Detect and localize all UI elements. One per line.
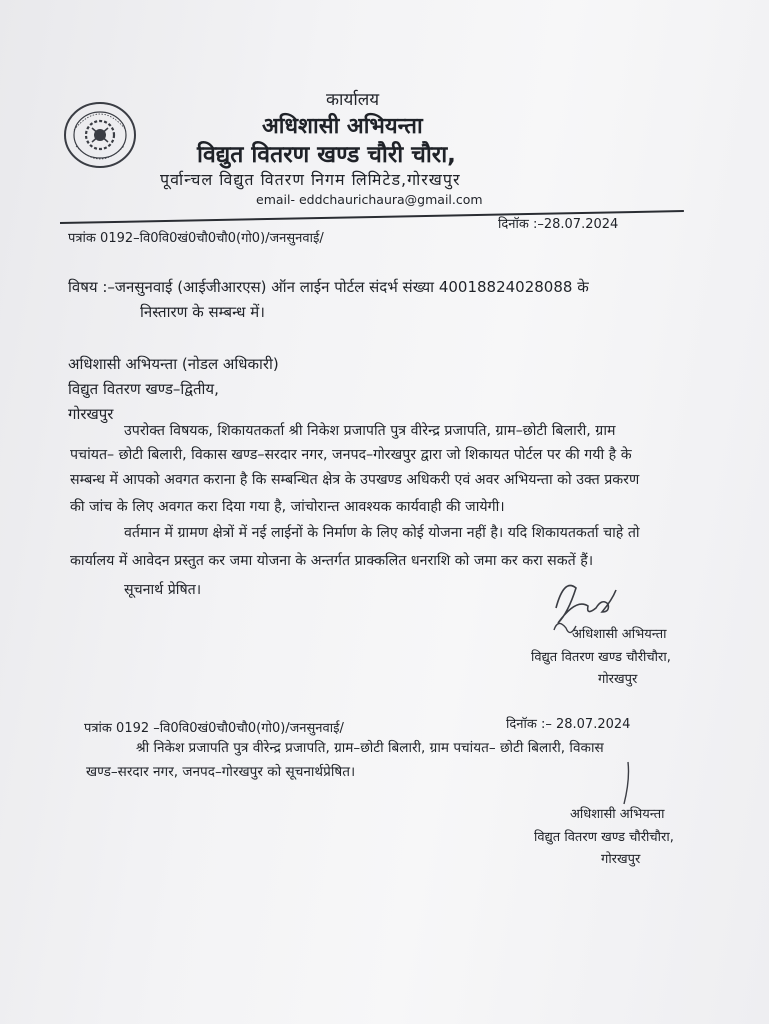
company-name: पूर्वान्चल विद्युत वितरण निगम लिमिटेड,गोरखपुर <box>160 170 461 189</box>
division-heading: विद्युत वितरण खण्ड चौरी चौरा, <box>197 142 456 168</box>
copy-to-line-1: श्री निकेश प्रजापति पुत्र वीरेन्द्र प्रजापति, ग्राम–छोटी बिलारी, ग्राम पचांयत– छोटी बिलारी, विकास <box>136 740 604 756</box>
office-heading: कार्यालय <box>326 90 380 110</box>
company-seal-logo <box>62 100 138 170</box>
subject-line-1: विषय :–जनसुनवाई (आईजीआरएस) ऑन लाईन पोर्टल संदर्भ संख्या 40018824028088 के <box>68 278 589 296</box>
body-paragraph-2-line-2: कार्यालय में आवेदन प्रस्तुत कर जमा योजना के अन्तर्गत प्राक्कलित धनराशि को जमा कर करा सकतें हैं। <box>70 553 594 569</box>
body-paragraph-1-line-4: की जांच के लिए अवगत करा दिया गया है, जांचोरान्त आवश्यक कार्यवाही की जायेगी। <box>70 499 505 515</box>
addressee-line-3: गोरखपुर <box>68 405 114 423</box>
signatory-1-designation: अधिशासी अभियन्ता <box>572 627 667 642</box>
office-email: email- eddchaurichaura@gmail.com <box>256 192 483 207</box>
body-paragraph-1-line-2: पचांयत– छोटी बिलारी, विकास खण्ड–सरदार नगर, जनपद–गोरखपुर द्वारा जो शिकायत पोर्टल पर की गयी है के <box>70 447 632 463</box>
copy-reference-number: पत्रांक 0192 –वि0वि0खं0चौ0चौ0(गो0)/जनसुनवाई/ <box>84 721 344 736</box>
copy-date: दिनॉक :– 28.07.2024 <box>506 717 631 732</box>
closing-remark: सूचनार्थ प्रेषित। <box>124 582 202 598</box>
signatory-2-division: विद्युत वितरण खण्ड चौरीचौरा, <box>534 830 674 845</box>
letter-date: दिनॉक :–28.07.2024 <box>498 217 619 232</box>
signatory-1-city: गोरखपुर <box>598 672 638 687</box>
handwritten-initials <box>610 760 640 810</box>
addressee-line-1: अधिशासी अभियन्ता (नोडल अधिकारी) <box>68 355 279 373</box>
body-paragraph-1-line-1: उपरोक्त विषयक, शिकायतकर्ता श्री निकेश प्रजापति पुत्र वीरेन्द्र प्रजापति, ग्राम–छोटी बिलारी, ग्राम <box>124 423 616 439</box>
body-paragraph-2-line-1: वर्तमान में ग्रामण क्षेत्रों में नई लाईनों के निर्माण के लिए कोई योजना नहीं है। यदि शिकायतकर्ता चाहे तो <box>124 525 640 541</box>
letter-reference-number: पत्रांक 0192–वि0वि0खं0चौ0चौ0(गो0)/जनसुनवाई/ <box>68 231 324 246</box>
body-paragraph-1-line-3: सम्बन्ध में आपको अवगत कराना है कि सम्बन्धित क्षेत्र के उपखण्ड अधिकरी एवं अवर अभियन्ता को उक्त प्रकरण <box>70 472 640 488</box>
subject-line-2: निस्तारण के सम्बन्ध में। <box>140 303 265 321</box>
addressee-line-2: विद्युत वितरण खण्ड–द्वितीय, <box>68 380 219 398</box>
signatory-2-designation: अधिशासी अभियन्ता <box>570 807 665 822</box>
signatory-2-city: गोरखपुर <box>601 852 641 867</box>
designation-heading: अधिशासी अभियन्ता <box>262 114 423 139</box>
copy-to-line-2: खण्ड–सरदार नगर, जनपद–गोरखपुर को सूचनार्थप्रेषित। <box>86 764 356 780</box>
signatory-1-division: विद्युत वितरण खण्ड चौरीचौरा, <box>531 650 671 665</box>
